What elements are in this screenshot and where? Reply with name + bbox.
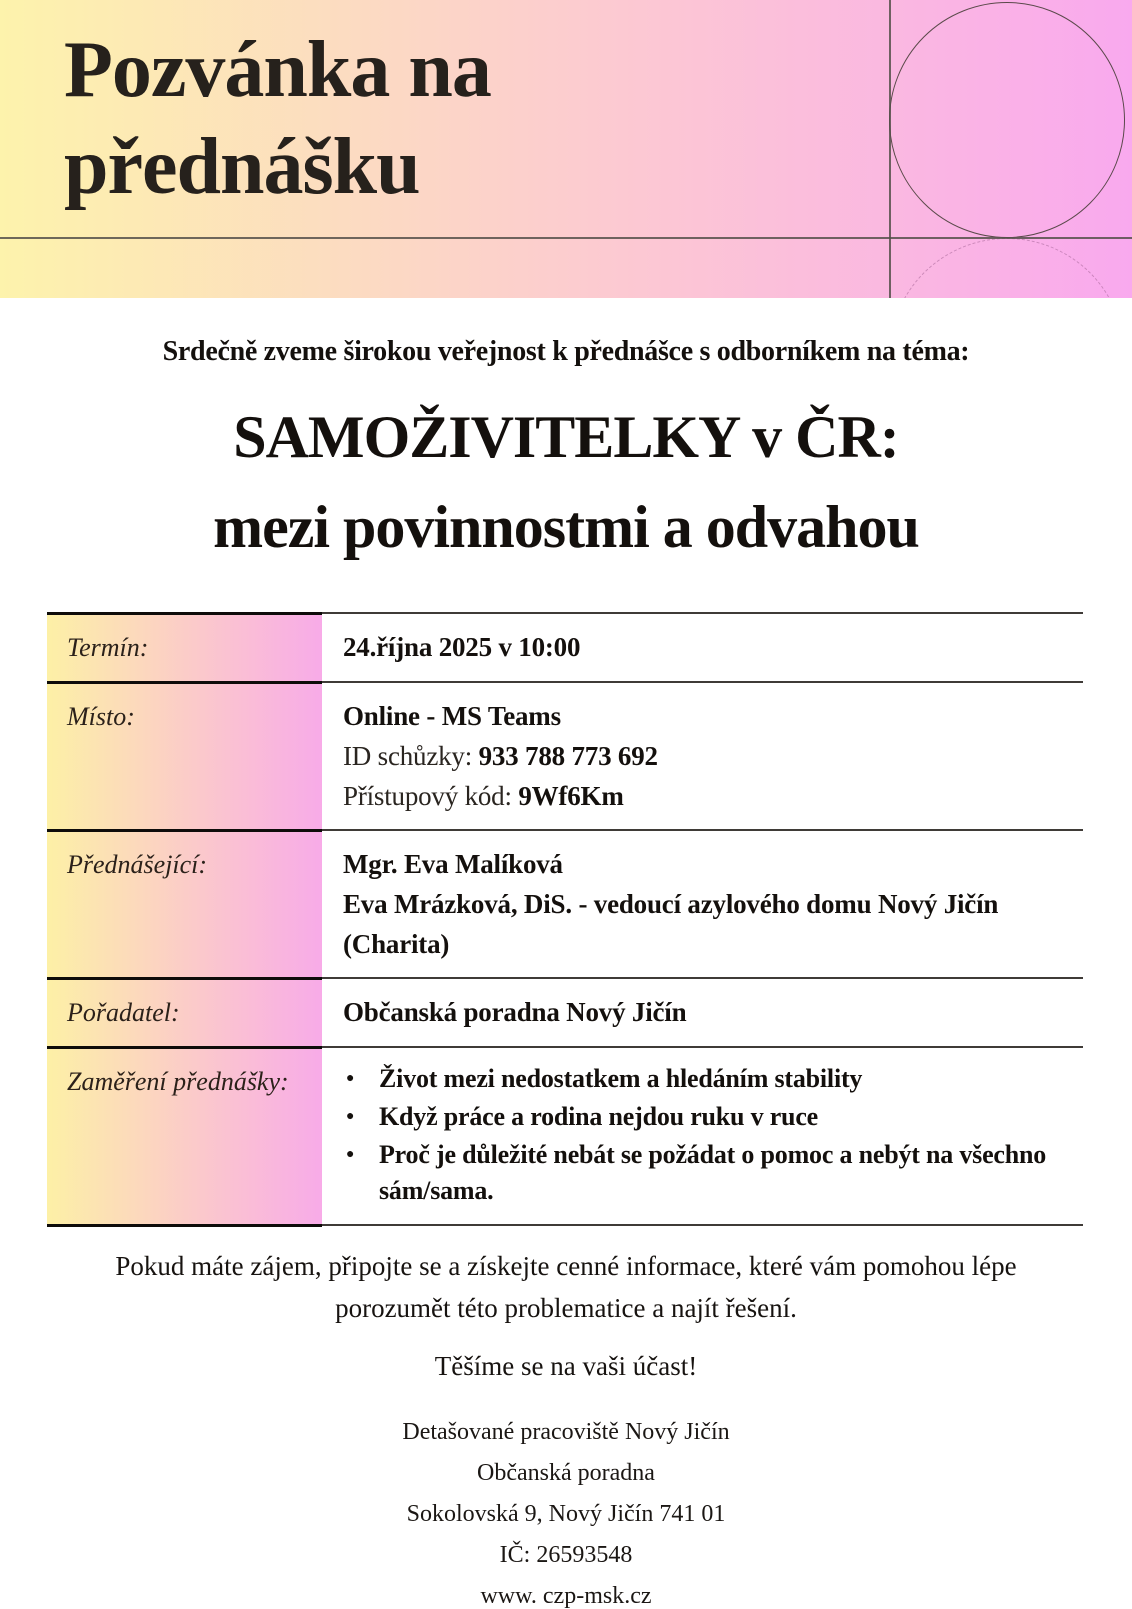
table-row-misto (47, 681, 1083, 829)
bullet-item: ● Proč je důležité nebát se požádat o pomoc a nebýt na všechno sám/sama. (343, 1137, 1073, 1209)
focus-bullet-list (343, 1061, 1073, 1209)
table-row-prednasejici (47, 829, 1083, 977)
value-line (343, 696, 1073, 736)
value-bold: 24.října 2025 v 10:00 (343, 632, 581, 662)
table-row-zamereni (47, 1046, 1083, 1224)
info-table (47, 612, 1083, 1227)
value-prefix: Přístupový kód: (343, 781, 519, 811)
row-value-misto (322, 681, 1083, 829)
value-line (343, 992, 1073, 1032)
lecture-title (0, 392, 1132, 572)
value-line (343, 844, 1073, 884)
row-value-poradatel (322, 977, 1083, 1046)
circle-reflection-decoration (889, 238, 1125, 298)
row-label-termin: Termín: (47, 612, 322, 681)
table-bottom-border (47, 1224, 1083, 1227)
contact-website: www. czp-msk.cz (480, 1583, 652, 1609)
value-bold: Mgr. Eva Malíková (343, 849, 563, 879)
row-value-termin (322, 612, 1083, 681)
contact-address: Sokolovská 9, Nový Jičín 741 01 (406, 1501, 726, 1527)
value-prefix: ID schůzky: (343, 741, 479, 771)
header-vertical-divider (889, 0, 891, 298)
row-label-poradatel: Pořadatel: (47, 977, 322, 1046)
value-bold: 9Wf6Km (518, 781, 624, 811)
value-bold: Online - MS Teams (343, 701, 561, 731)
table-row-poradatel (47, 977, 1083, 1046)
row-label-zamereni: Zaměření přednášky: (47, 1046, 322, 1224)
bullet-item: ● Život mezi nedostatkem a hledáním stability (343, 1061, 1073, 1097)
value-line (343, 884, 1073, 964)
outro-paragraph: Pokud máte zájem, připojte se a získejte cenné informace, které vám pomohou lépe porozumět této problematice a najít řešení. (115, 1251, 1017, 1323)
contact-company-id: IČ: 26593548 (499, 1542, 633, 1568)
poster-body (0, 336, 1132, 1608)
table-row-termin (47, 612, 1083, 681)
value-line (343, 776, 1073, 816)
value-line (343, 627, 1073, 667)
contact-organization: Občanská poradna (477, 1460, 655, 1486)
lecture-title-line2: mezi povinnostmi a odvahou (213, 494, 919, 560)
intro-text: Srdečně zveme širokou veřejnost k přednášce s odborníkem na téma: (162, 336, 970, 367)
value-bold: Eva Mrázková, DiS. - vedoucí azylového domu Nový Jičín (Charita) (343, 889, 999, 959)
poster-title (64, 22, 491, 216)
header-gradient-banner (0, 0, 1132, 298)
row-label-prednasejici: Přednášející: (47, 829, 322, 977)
row-value-prednasejici (322, 829, 1083, 977)
table-bottom-border-value-side (322, 1224, 1083, 1226)
value-bold: 933 788 773 692 (478, 741, 658, 771)
poster-title-line1: Pozvánka na (64, 26, 491, 114)
contact-block (0, 1420, 1132, 1608)
table-bottom-border-label-side (47, 1224, 322, 1227)
header-horizontal-divider (0, 237, 1132, 239)
circle-decoration (889, 2, 1125, 238)
bullet-item: ● Když práce a rodina nejdou ruku v ruce (343, 1099, 1073, 1135)
contact-workplace: Detašované pracoviště Nový Jičín (402, 1419, 730, 1445)
row-label-misto: Místo: (47, 681, 322, 829)
value-bold: Občanská poradna Nový Jičín (343, 997, 687, 1027)
outro-closing: Těšíme se na vaši účast! (434, 1351, 698, 1381)
poster-title-line2: přednášku (64, 123, 420, 211)
lecture-title-line1: SAMOŽIVITELKY v ČR: (233, 404, 899, 470)
value-line (343, 736, 1073, 776)
row-value-zamereni (322, 1046, 1083, 1224)
